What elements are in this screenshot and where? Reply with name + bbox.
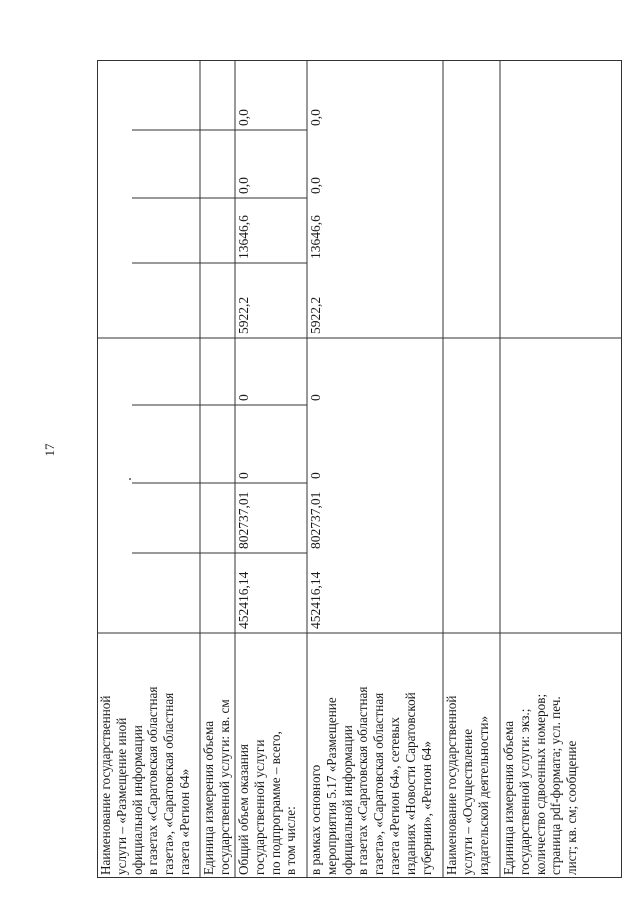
row-label-line: лист; кв. см; сообщение	[564, 740, 580, 875]
row-label-line: Общий объем оказания	[236, 744, 251, 875]
cell-value: 0,0	[308, 109, 323, 126]
cell-value: 802737,01	[236, 491, 251, 549]
row-label-line: государственной услуги: экз.;	[516, 708, 532, 875]
cell-value: 0	[308, 394, 323, 401]
cell-value: 0,0	[236, 177, 251, 194]
row-label-line: государственной услуги: кв. см	[216, 699, 232, 875]
cell-value: 0,0	[236, 109, 251, 126]
row-label-line: изданиях «Новости Саратовской	[402, 692, 418, 875]
row-label-line: газета «Регион 64», сетевых	[387, 717, 402, 875]
row-label-line: в том числе:	[283, 806, 299, 875]
row-label-line: мероприятия 5.17 «Размещение	[323, 697, 339, 875]
row-label-line: губернии», «Регион 64»	[418, 741, 434, 875]
row-label-line: Наименование государственной	[98, 695, 113, 875]
row-label-line: издательской деятельности»	[475, 715, 491, 875]
row-label-line: в газетах «Саратовская областная	[355, 686, 371, 875]
row-label-line: газета», «Саратовская областная	[371, 692, 387, 875]
cell-value: 452416,14	[236, 571, 251, 629]
cell-value: 13646,6	[236, 215, 251, 259]
cell-value: 0	[236, 394, 251, 401]
cell-value: 5922,2	[308, 296, 323, 334]
row-label-line: услуги – «Размещение иной	[113, 717, 129, 875]
cell-value: 0,0	[308, 177, 323, 194]
budget-table	[97, 60, 622, 878]
page-number: 17	[42, 443, 57, 457]
row-label-line: Наименование государственной	[444, 695, 459, 875]
cell-value: 452416,14	[308, 571, 323, 629]
cell-value: 5922,2	[236, 296, 251, 334]
row-label-line: в рамках основного	[308, 764, 323, 875]
rotated-table-area	[97, 60, 622, 878]
row-label-line: количество сдвоенных номеров;	[532, 693, 548, 875]
row-label-line: газета», «Саратовская областная	[161, 692, 177, 875]
row-label-line: государственной услуги	[251, 739, 267, 875]
row-label-line: официальной информации	[129, 725, 145, 875]
row-label-line: Единица измерения объема	[201, 720, 216, 875]
cell-value: 13646,6	[308, 215, 323, 259]
row-label-line: газета «Регион 64»	[177, 768, 192, 875]
cell-value: 0	[236, 472, 251, 479]
cell-value: 0	[308, 472, 323, 479]
row-label-line: в газетах «Саратовская областная	[145, 686, 161, 875]
row-label-line: Единица измерения объема	[501, 720, 516, 875]
row-label-line: официальной информации	[339, 725, 355, 875]
row-label-line: страница pdf-формата; усл. печ.	[548, 696, 564, 875]
cell-value: 802737,01	[308, 491, 323, 549]
row-label-line: по подпрограмме – всего,	[267, 731, 283, 875]
row-label-line: услуги – «Осуществление	[459, 728, 475, 875]
